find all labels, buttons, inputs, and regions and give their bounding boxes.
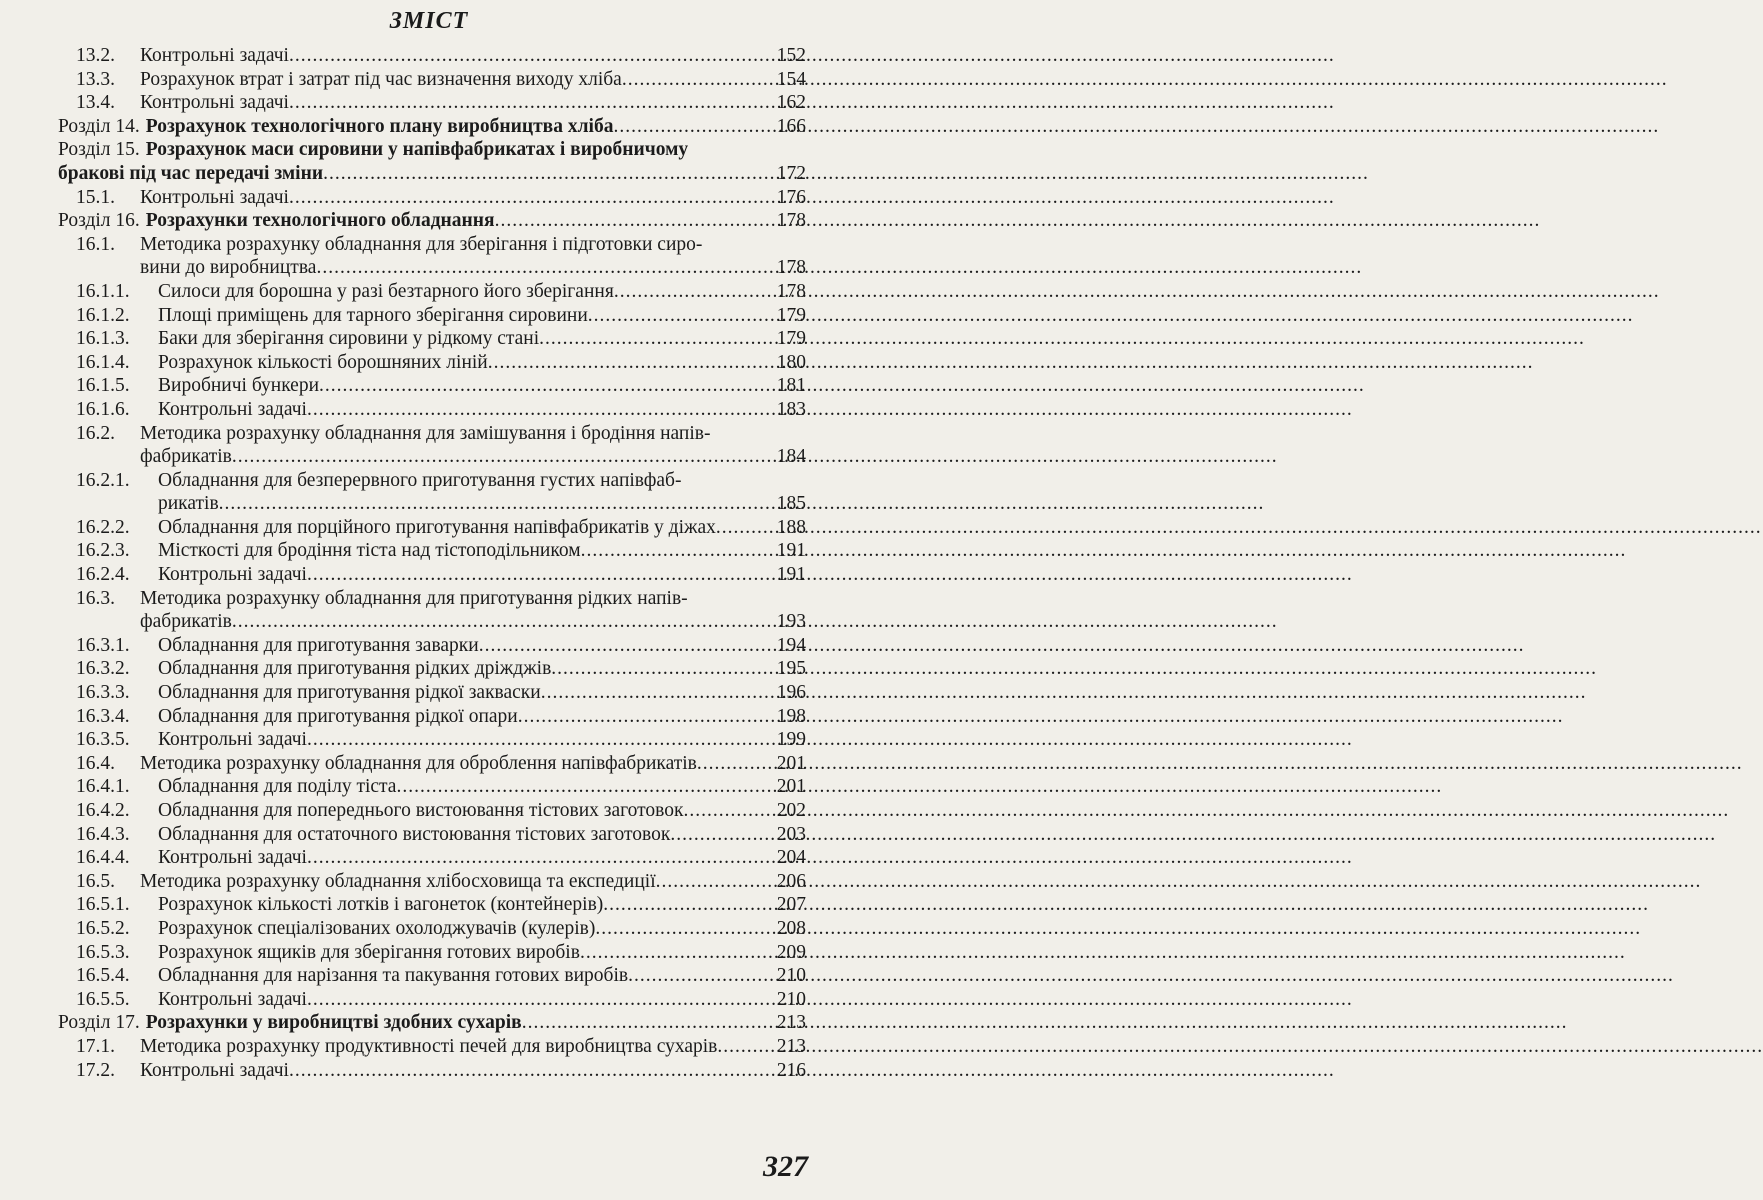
toc-leader-dots (697, 752, 768, 776)
toc-entry-page: 178 (776, 280, 806, 302)
toc-entry (58, 775, 806, 799)
toc-leader-dots (307, 398, 768, 422)
toc-entry (58, 209, 806, 233)
toc-entry-number: 16.3.4. (76, 705, 130, 727)
toc-entry-page: 209 (776, 941, 806, 963)
toc-section-prefix: Розділ 15. (58, 139, 140, 161)
toc-entry-title: Обладнання для порційного приготування напівфабрикатів у діжах (158, 516, 716, 538)
toc-entry-page: 198 (776, 705, 806, 727)
toc-leader-dots (289, 1059, 768, 1083)
toc-entry-title-continuation: рикатів (158, 493, 219, 515)
toc-entry-number: 16.1.6. (76, 398, 130, 420)
toc-entry-number: 13.3. (76, 68, 115, 90)
toc-leader-dots (479, 634, 768, 658)
toc-entry-number: 16.5.2. (76, 917, 130, 939)
toc-entry-number: 16.3.2. (76, 658, 130, 680)
toc-entry-number: 16.4.1. (76, 776, 130, 798)
toc-leader-dots (581, 539, 768, 563)
toc-leader-dots (622, 68, 768, 92)
toc-entry (58, 657, 806, 681)
toc-entry-page: 207 (776, 894, 806, 916)
toc-entry-title: Контрольні задачі (140, 92, 289, 114)
toc-entry-title: Методика розрахунку обладнання для приготування рідких напів- (140, 587, 688, 609)
toc-leader-dots (670, 823, 768, 847)
toc-leader-dots (614, 280, 768, 304)
toc-entry-title: Обладнання для нарізання та пакування готових виробів (158, 965, 629, 987)
toc-leader-dots (656, 870, 768, 894)
toc-entry-page: 185 (776, 493, 806, 515)
toc-entry-title: Розрахунки технологічного обладнання (145, 210, 495, 232)
toc-entry-title: Контрольні задачі (140, 186, 289, 208)
toc-entry-page: 194 (776, 634, 806, 656)
toc-entry (58, 587, 806, 634)
toc-entry-number: 16.3.3. (76, 682, 130, 704)
toc-entry-number: 16.3. (76, 587, 115, 609)
toc-leader-dots (289, 186, 768, 210)
toc-entry (58, 799, 806, 823)
toc-entry-page: 184 (776, 446, 806, 468)
toc-entry-page: 213 (776, 1012, 806, 1034)
toc-leader-dots (603, 893, 768, 917)
toc-entry-page: 154 (776, 68, 806, 90)
toc-entry-number: 13.2. (76, 45, 115, 66)
toc-entry-title: Обладнання для приготування рідкої опари (158, 705, 518, 727)
toc-entry-title: Контрольні задачі (158, 847, 307, 869)
toc-entry-title: Розрахунки у виробництві здобних сухарів (145, 1012, 522, 1034)
toc-section-prefix: Розділ 17. (58, 1012, 140, 1034)
toc-leader-dots (628, 964, 768, 988)
toc-entry-title-continuation: бракові під час передачі зміни (58, 162, 324, 184)
toc-entry-page: 196 (776, 682, 806, 704)
toc-leader-dots (495, 209, 768, 233)
toc-section-prefix: Розділ 14. (58, 115, 140, 137)
toc-leader-dots (539, 327, 768, 351)
table-of-contents (58, 44, 806, 1082)
toc-entry-title: Розрахунок кількості лотків і вагонеток (контейнерів) (158, 894, 604, 916)
toc-entry-page: 176 (776, 186, 806, 208)
page-header-title: ЗМІСТ (389, 8, 469, 34)
toc-section-prefix: Розділ 16. (58, 210, 140, 232)
toc-entry-title: Методика розрахунку продуктивності печей для виробництва сухарів (140, 1035, 718, 1057)
toc-entry-page: 152 (776, 45, 806, 66)
toc-entry-page: 202 (776, 800, 806, 821)
toc-entry-title: Місткості для бродіння тіста над тістоподільником (158, 540, 581, 562)
toc-entry-number: 16.1.2. (76, 304, 130, 326)
toc-entry-number: 17.2. (76, 1059, 115, 1081)
toc-entry-title: Виробничі бункери (158, 375, 320, 397)
toc-leader-dots (307, 988, 768, 1012)
toc-leader-dots (307, 846, 768, 870)
toc-leader-dots (323, 162, 768, 186)
toc-leader-dots (717, 1035, 768, 1059)
toc-leader-dots (613, 115, 768, 139)
toc-leader-dots (541, 681, 768, 705)
toc-entry-title: Розрахунок технологічного плану виробництва хліба (145, 115, 614, 137)
toc-entry (58, 705, 806, 729)
toc-entry (58, 634, 806, 658)
toc-entry-number: 16.1.4. (76, 351, 130, 373)
toc-entry-page: 188 (776, 516, 806, 538)
toc-entry-number: 16.3.5. (76, 729, 130, 751)
toc-entry-number: 13.4. (76, 92, 115, 114)
toc-entry-page: 204 (776, 847, 806, 869)
toc-entry-page: 206 (776, 870, 806, 892)
toc-entry (58, 893, 806, 917)
toc-entry-page: 191 (776, 540, 806, 562)
toc-entry-page: 216 (776, 1059, 806, 1081)
toc-leader-dots (307, 728, 768, 752)
toc-entry-page: 210 (776, 965, 806, 987)
page-number: 327 (763, 1150, 808, 1183)
toc-entry-title: Баки для зберігання сировини у рідкому стані (158, 328, 540, 350)
toc-entry-page: 210 (776, 988, 806, 1010)
toc-entry (58, 988, 806, 1012)
toc-leader-dots (289, 91, 768, 115)
toc-entry-number: 16.3.1. (76, 634, 130, 656)
toc-entry-page: 195 (776, 658, 806, 680)
toc-entry (58, 374, 806, 398)
toc-entry (58, 422, 806, 469)
toc-entry-title: Контрольні задачі (158, 988, 307, 1010)
toc-entry-title: Розрахунок ящиків для зберігання готових виробів (158, 941, 580, 963)
toc-entry-page: 162 (776, 92, 806, 114)
toc-entry-page: 191 (776, 564, 806, 586)
toc-entry (58, 469, 806, 516)
toc-entry-number: 16.1. (76, 233, 115, 255)
toc-entry (58, 351, 806, 375)
toc-leader-dots (396, 775, 768, 799)
toc-leader-dots (580, 941, 768, 965)
toc-entry-number: 16.5.3. (76, 941, 130, 963)
toc-entry-title: Розрахунок втрат і затрат під час визначення виходу хліба (140, 68, 622, 90)
toc-entry-title: Площі приміщень для тарного зберігання сировини (158, 304, 588, 326)
toc-entry (58, 681, 806, 705)
toc-entry-title-continuation: вини до виробництва (140, 257, 317, 279)
toc-entry-page: 213 (776, 1035, 806, 1057)
toc-entry (58, 304, 806, 328)
toc-leader-dots (488, 351, 768, 375)
toc-entry-title: Розрахунок маси сировини у напівфабрикатах і виробничому (145, 139, 689, 161)
toc-entry-title: Обладнання для приготування заварки (158, 634, 479, 656)
toc-entry-title: Методика розрахунку обладнання для оброблення напівфабрикатів (140, 752, 697, 774)
toc-entry (58, 233, 806, 280)
toc-leader-dots (232, 445, 768, 469)
toc-entry (58, 823, 806, 847)
toc-entry-number: 16.2.1. (76, 469, 130, 491)
toc-entry (58, 917, 806, 941)
toc-entry-page: 183 (776, 398, 806, 420)
toc-entry-title: Контрольні задачі (158, 729, 307, 751)
toc-entry-page: 178 (776, 210, 806, 232)
toc-entry-title: Обладнання для попереднього вистоювання тістових заготовок (158, 800, 684, 821)
toc-leader-dots (518, 705, 768, 729)
toc-entry (58, 44, 806, 68)
toc-entry-number: 16.2. (76, 422, 115, 444)
toc-entry (58, 327, 806, 351)
toc-entry-number: 16.1.5. (76, 375, 130, 397)
toc-leader-dots (716, 516, 768, 540)
toc-entry (58, 68, 806, 92)
toc-entry (58, 115, 806, 139)
toc-leader-dots (307, 563, 768, 587)
toc-entry (58, 870, 806, 894)
toc-entry-number: 15.1. (76, 186, 115, 208)
toc-entry (58, 728, 806, 752)
toc-entry (58, 941, 806, 965)
toc-leader-dots (319, 374, 768, 398)
toc-entry (58, 91, 806, 115)
toc-entry-title: Обладнання для поділу тіста (158, 776, 397, 798)
toc-leader-dots (551, 657, 768, 681)
toc-entry-number: 16.1.1. (76, 280, 130, 302)
toc-entry-title: Розрахунок спеціалізованих охолоджувачів (кулерів) (158, 917, 596, 939)
toc-entry-number: 16.5.4. (76, 965, 130, 987)
toc-entry (58, 964, 806, 988)
toc-leader-dots (522, 1011, 768, 1035)
toc-entry-page: 193 (776, 611, 806, 633)
toc-entry-title: Контрольні задачі (158, 398, 307, 420)
toc-entry-title: Обладнання для безперервного приготування густих напівфаб- (158, 469, 682, 491)
toc-entry (58, 138, 806, 185)
toc-entry-title: Силоси для борошна у разі безтарного його зберігання (158, 280, 614, 302)
toc-entry (58, 186, 806, 210)
toc-entry-title: Методика розрахунку обладнання хлібосховища та експедиції (140, 870, 656, 892)
toc-entry-number: 16.1.3. (76, 328, 130, 350)
toc-entry-page: 199 (776, 729, 806, 751)
toc-entry-page: 172 (776, 162, 806, 184)
toc-leader-dots (232, 610, 768, 634)
toc-entry-page: 208 (776, 917, 806, 939)
toc-entry-title: Обладнання для приготування рідкої закваски (158, 682, 541, 704)
toc-entry-page: 203 (776, 823, 806, 845)
toc-entry-page: 166 (776, 115, 806, 137)
toc-entry-title: Методика розрахунку обладнання для зберігання і підготовки сиро- (140, 233, 703, 255)
toc-entry-title: Методика розрахунку обладнання для замішування і бродіння напів- (140, 422, 711, 444)
toc-entry-page: 180 (776, 351, 806, 373)
toc-entry (58, 563, 806, 587)
toc-entry-number: 16.4.3. (76, 823, 130, 845)
toc-entry (58, 398, 806, 422)
toc-entry-page: 178 (776, 257, 806, 279)
toc-entry-number: 16.5. (76, 870, 115, 892)
toc-entry-number: 16.2.4. (76, 564, 130, 586)
toc-leader-dots (219, 492, 768, 516)
toc-entry (58, 1011, 806, 1035)
toc-entry-title-continuation: фабрикатів (140, 611, 232, 633)
toc-leader-dots (683, 799, 768, 823)
toc-entry-title: Обладнання для остаточного вистоювання тістових заготовок (158, 823, 671, 845)
toc-entry-number: 16.2.2. (76, 516, 130, 538)
toc-entry-title: Розрахунок кількості борошняних ліній (158, 351, 488, 373)
toc-entry-number: 17.1. (76, 1035, 115, 1057)
toc-entry-title-continuation: фабрикатів (140, 446, 232, 468)
toc-entry-page: 201 (776, 752, 806, 774)
toc-entry-number: 16.4.2. (76, 800, 130, 821)
toc-entry-page: 179 (776, 304, 806, 326)
toc-entry-number: 16.4. (76, 752, 115, 774)
toc-leader-dots (588, 304, 768, 328)
toc-entry-number: 16.5.5. (76, 988, 130, 1010)
toc-entry (58, 1059, 806, 1083)
toc-entry-number: 16.4.4. (76, 847, 130, 869)
toc-entry-number: 16.5.1. (76, 894, 130, 916)
toc-leader-dots (595, 917, 768, 941)
toc-entry (58, 752, 806, 776)
toc-entry-title: Контрольні задачі (140, 1059, 289, 1081)
toc-entry-number: 16.2.3. (76, 540, 130, 562)
toc-entry-page: 201 (776, 776, 806, 798)
toc-entry-title: Обладнання для приготування рідких дріжджів (158, 658, 552, 680)
toc-leader-dots (289, 44, 768, 68)
toc-entry-title: Контрольні задачі (158, 564, 307, 586)
toc-entry (58, 516, 806, 540)
toc-leader-dots (316, 256, 768, 280)
toc-entry-title: Контрольні задачі (140, 45, 289, 66)
toc-entry (58, 280, 806, 304)
toc-entry-page: 179 (776, 328, 806, 350)
toc-entry-page: 181 (776, 375, 806, 397)
toc-entry (58, 1035, 806, 1059)
toc-entry (58, 539, 806, 563)
toc-entry (58, 846, 806, 870)
